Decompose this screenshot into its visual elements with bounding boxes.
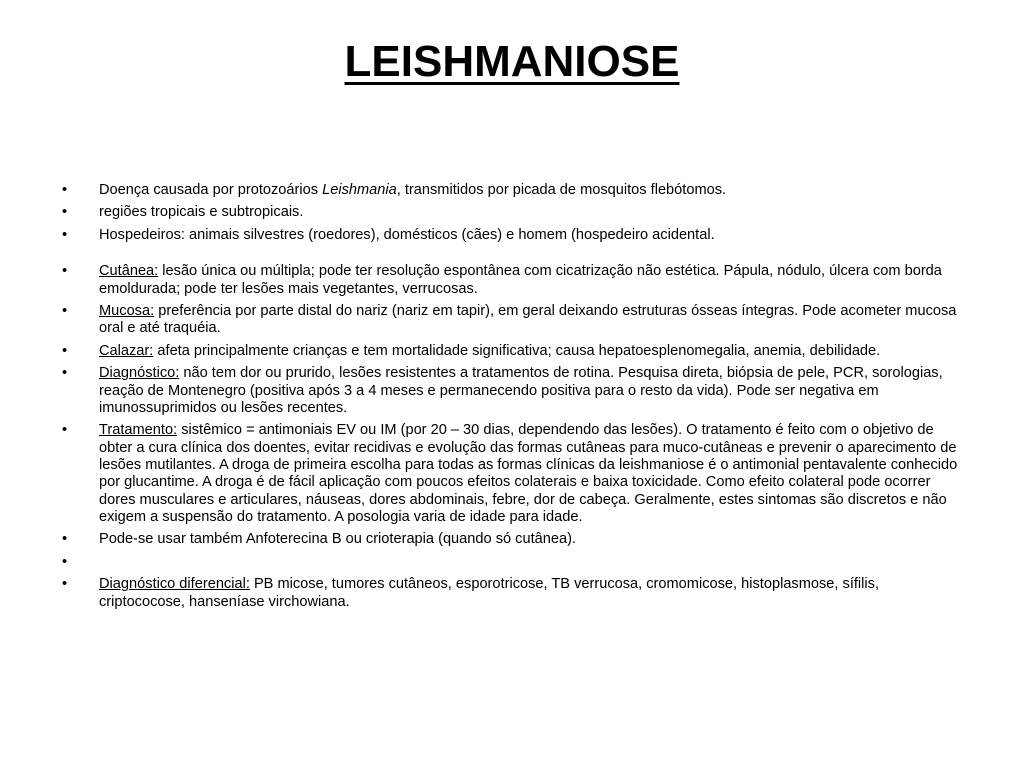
item-text: Pode-se usar também Anfoterecina B ou crioterapia (quando só cutânea). [99, 531, 577, 548]
list-item-diagnostico [62, 365, 967, 417]
slide-title [0, 34, 1024, 90]
list-item-cutanea [62, 263, 967, 298]
item-text: preferência por parte distal do nariz (nariz em tapir), em geral deixando estruturas ósseas íntegras. Pode acometer mucosa oral e até traquéia. [99, 303, 957, 337]
list-item-empty [62, 554, 967, 571]
slide-title-text: LEISHMANIOSE [344, 37, 680, 86]
item-text: sistêmico = antimoniais EV ou IM (por 20 – 30 dias, dependendo das lesões). O tratamento é feito com o objetivo de obter a cura clínica dos doentes, evitar recidivas e evolução das formas cutâneas para muco-cutâneas e prevenir o aparecimento de lesões mutilantes. A droga de primeira escolha para todas as formas clínicas da leishmaniose é o antimonial pentavalente conhecido por glucantime. A droga é de fácil aplicação com poucos efeitos colaterais e baixa toxicidade. Como efeito colateral pode ocorrer dores musculares e articulares, náuseas, dores abdominais, febre, dor de cabeça. Geralmente, estes sintomas são discretos e não exigem a suspensão do tratamento. A posologia varia de idade para idade. [99, 422, 958, 525]
list-item-hosts [62, 227, 967, 244]
item-term: Diagnóstico diferencial: [99, 576, 250, 593]
bullet-marker: • [62, 576, 68, 593]
bullet-marker: • [62, 303, 68, 320]
bullet-list [62, 182, 967, 616]
list-item-calazar [62, 343, 967, 360]
bullet-marker: • [62, 342, 68, 359]
list-item-tratamento [62, 422, 967, 526]
item-text: regiões tropicais e subtropicais. [99, 204, 304, 221]
bullet-marker: • [62, 263, 68, 280]
list-item-diagnostico-diferencial [62, 576, 967, 611]
item-term: Calazar: [99, 342, 154, 359]
item-term: Diagnóstico: [99, 365, 180, 382]
list-item-cause [62, 182, 967, 199]
bullet-marker: • [62, 226, 68, 243]
list-item-anfotericina [62, 531, 967, 548]
item-text: , transmitidos por picada de mosquitos flebótomos. [396, 182, 727, 198]
item-term: Mucosa: [99, 303, 155, 320]
item-term: Cutânea: [99, 263, 159, 280]
item-term: Tratamento: [99, 422, 178, 439]
list-item-mucosa [62, 303, 967, 338]
bullet-marker: • [62, 182, 68, 198]
item-italic-genus: Leishmania [322, 182, 397, 198]
item-text [99, 554, 103, 570]
item-text: PB micose, tumores cutâneos, esporotricose, TB verrucosa, cromomicose, histoplasmose, sífilis, criptococose, hanseníase virchowiana. [99, 576, 880, 610]
bullet-marker: • [62, 365, 68, 382]
list-item-regions [62, 204, 967, 221]
item-text: afeta principalmente crianças e tem mortalidade significativa; causa hepatoesplenomegalia, anemia, debilidade. [153, 342, 881, 359]
bullet-marker: • [62, 204, 68, 221]
bullet-marker: • [62, 553, 68, 570]
bullet-marker: • [62, 422, 68, 439]
bullet-marker: • [62, 531, 68, 548]
item-text: não tem dor ou prurido, lesões resistentes a tratamentos de rotina. Pesquisa direta, biópsia de pele, PCR, sorologias, reação de Montenegro (positiva após 3 a 4 meses e permanecendo positiva para o resto da vida). Pode ser negativa em imunossuprimidos ou lesões recentes. [99, 365, 943, 416]
item-text: lesão única ou múltipla; pode ter resolução espontânea com cicatrização não estética. Pápula, nódulo, úlcera com borda emoldurada; pode ter lesões mais vegetantes, verrucosas. [99, 263, 942, 297]
item-text-pre: Doença causada por protozoários [99, 182, 323, 198]
item-text: Hospedeiros: animais silvestres (roedores), domésticos (cães) e homem (hospedeiro acidental. [99, 226, 715, 243]
